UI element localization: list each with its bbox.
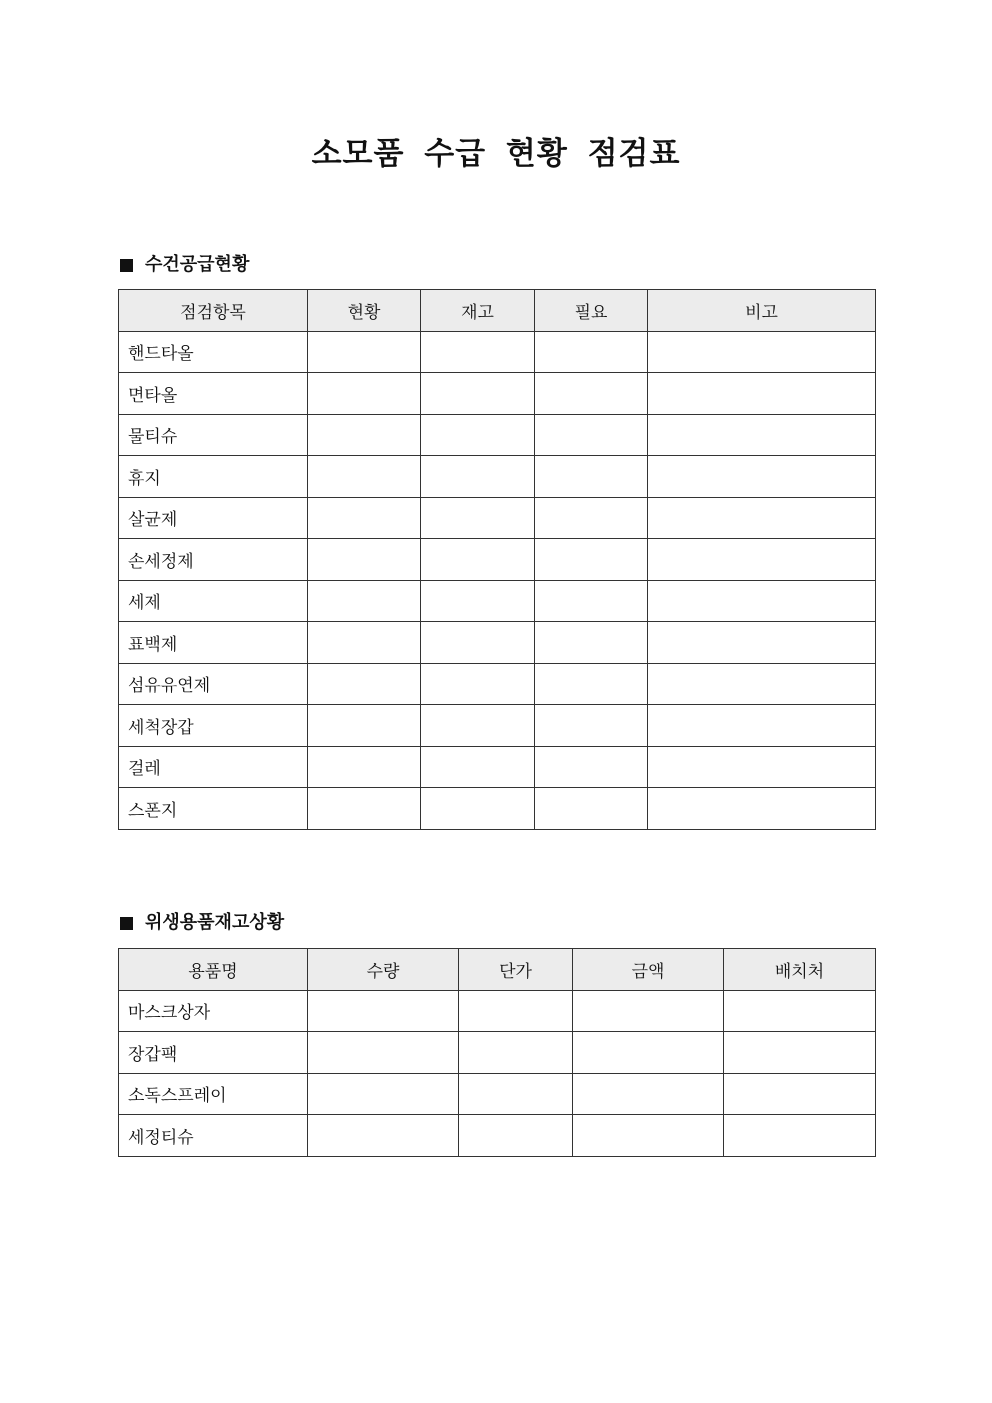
empty-input-cell[interactable]: [421, 497, 535, 539]
row-item-label: 손세정제: [119, 539, 308, 581]
empty-input-cell[interactable]: [308, 414, 421, 456]
empty-input-cell[interactable]: [535, 788, 648, 830]
empty-input-cell[interactable]: [308, 456, 421, 498]
empty-input-cell[interactable]: [308, 539, 421, 581]
column-header-item: 점검항목: [119, 290, 308, 332]
row-item-label: 소독스프레이: [119, 1073, 308, 1115]
row-item-label: 핸드타올: [119, 331, 308, 373]
empty-input-cell[interactable]: [421, 331, 535, 373]
empty-input-cell[interactable]: [308, 373, 421, 415]
row-item-label: 세정티슈: [119, 1115, 308, 1157]
page-title: 소모품 수급 현황 점검표: [311, 136, 681, 172]
column-header-amount: 금액: [573, 949, 724, 991]
row-item-label: 걸레: [119, 746, 308, 788]
empty-input-cell[interactable]: [535, 746, 648, 788]
table-row: [119, 990, 876, 1032]
empty-input-cell[interactable]: [421, 414, 535, 456]
table-header-row: [119, 949, 876, 991]
empty-input-cell[interactable]: [648, 705, 876, 747]
empty-input-cell[interactable]: [724, 990, 876, 1032]
column-header-remarks: 비고: [648, 290, 876, 332]
column-header-status: 현황: [308, 290, 421, 332]
row-item-label: 장갑팩: [119, 1032, 308, 1074]
empty-input-cell[interactable]: [421, 705, 535, 747]
empty-input-cell[interactable]: [724, 1032, 876, 1074]
column-header-needed: 필요: [535, 290, 648, 332]
empty-input-cell[interactable]: [535, 497, 648, 539]
column-header-product: 용품명: [119, 949, 308, 991]
empty-input-cell[interactable]: [535, 705, 648, 747]
empty-input-cell[interactable]: [421, 663, 535, 705]
section-heading-hygiene: [120, 910, 284, 936]
empty-input-cell[interactable]: [535, 456, 648, 498]
empty-input-cell[interactable]: [421, 373, 535, 415]
empty-input-cell[interactable]: [535, 663, 648, 705]
section-heading-label: 수건공급현황: [145, 254, 250, 275]
empty-input-cell[interactable]: [648, 580, 876, 622]
empty-input-cell[interactable]: [308, 622, 421, 664]
row-item-label: 휴지: [119, 456, 308, 498]
table-row: [119, 1073, 876, 1115]
table-row: [119, 1032, 876, 1074]
empty-input-cell[interactable]: [308, 990, 459, 1032]
square-bullet-icon: [120, 259, 133, 272]
table-row: [119, 622, 876, 664]
empty-input-cell[interactable]: [308, 580, 421, 622]
empty-input-cell[interactable]: [308, 497, 421, 539]
empty-input-cell[interactable]: [573, 1115, 724, 1157]
empty-input-cell[interactable]: [535, 622, 648, 664]
empty-input-cell[interactable]: [648, 497, 876, 539]
empty-input-cell[interactable]: [724, 1115, 876, 1157]
table-row: [119, 373, 876, 415]
empty-input-cell[interactable]: [648, 788, 876, 830]
row-item-label: 섬유유연제: [119, 663, 308, 705]
empty-input-cell[interactable]: [648, 373, 876, 415]
empty-input-cell[interactable]: [421, 580, 535, 622]
row-item-label: 마스크상자: [119, 990, 308, 1032]
table-row: [119, 539, 876, 581]
empty-input-cell[interactable]: [648, 331, 876, 373]
hygiene-stock-table: [118, 948, 876, 1157]
empty-input-cell[interactable]: [648, 746, 876, 788]
empty-input-cell[interactable]: [535, 580, 648, 622]
empty-input-cell[interactable]: [308, 331, 421, 373]
row-item-label: 표백제: [119, 622, 308, 664]
column-header-quantity: 수량: [308, 949, 459, 991]
empty-input-cell[interactable]: [308, 788, 421, 830]
row-item-label: 세척장갑: [119, 705, 308, 747]
empty-input-cell[interactable]: [535, 414, 648, 456]
empty-input-cell[interactable]: [308, 1115, 459, 1157]
empty-input-cell[interactable]: [308, 746, 421, 788]
table-row: [119, 705, 876, 747]
empty-input-cell[interactable]: [459, 1032, 573, 1074]
table-row: [119, 1115, 876, 1157]
section-heading-supply: [120, 252, 249, 278]
empty-input-cell[interactable]: [648, 539, 876, 581]
empty-input-cell[interactable]: [573, 1032, 724, 1074]
empty-input-cell[interactable]: [648, 414, 876, 456]
table-row: [119, 746, 876, 788]
empty-input-cell[interactable]: [573, 1073, 724, 1115]
square-bullet-icon: [120, 917, 133, 930]
empty-input-cell[interactable]: [421, 788, 535, 830]
empty-input-cell[interactable]: [724, 1073, 876, 1115]
empty-input-cell[interactable]: [459, 990, 573, 1032]
empty-input-cell[interactable]: [573, 990, 724, 1032]
empty-input-cell[interactable]: [421, 456, 535, 498]
empty-input-cell[interactable]: [648, 622, 876, 664]
column-header-location: 배치처: [724, 949, 876, 991]
table-row: [119, 788, 876, 830]
table-header-row: [119, 290, 876, 332]
empty-input-cell[interactable]: [308, 663, 421, 705]
empty-input-cell[interactable]: [648, 456, 876, 498]
column-header-unit-price: 단가: [459, 949, 573, 991]
section-heading-label: 위생용품재고상황: [145, 912, 285, 933]
table-row: [119, 497, 876, 539]
row-item-label: 스폰지: [119, 788, 308, 830]
empty-input-cell[interactable]: [459, 1115, 573, 1157]
supply-status-table: [118, 289, 876, 830]
table-row: [119, 580, 876, 622]
table-row: [119, 456, 876, 498]
empty-input-cell[interactable]: [421, 622, 535, 664]
row-item-label: 살균제: [119, 497, 308, 539]
table-row: [119, 331, 876, 373]
row-item-label: 물티슈: [119, 414, 308, 456]
empty-input-cell[interactable]: [308, 705, 421, 747]
table-row: [119, 663, 876, 705]
empty-input-cell[interactable]: [535, 373, 648, 415]
empty-input-cell[interactable]: [308, 1032, 459, 1074]
table-row: [119, 414, 876, 456]
empty-input-cell[interactable]: [308, 1073, 459, 1115]
empty-input-cell[interactable]: [535, 539, 648, 581]
row-item-label: 면타올: [119, 373, 308, 415]
row-item-label: 세제: [119, 580, 308, 622]
empty-input-cell[interactable]: [421, 746, 535, 788]
empty-input-cell[interactable]: [459, 1073, 573, 1115]
empty-input-cell[interactable]: [648, 663, 876, 705]
empty-input-cell[interactable]: [535, 331, 648, 373]
column-header-stock: 재고: [421, 290, 535, 332]
empty-input-cell[interactable]: [421, 539, 535, 581]
